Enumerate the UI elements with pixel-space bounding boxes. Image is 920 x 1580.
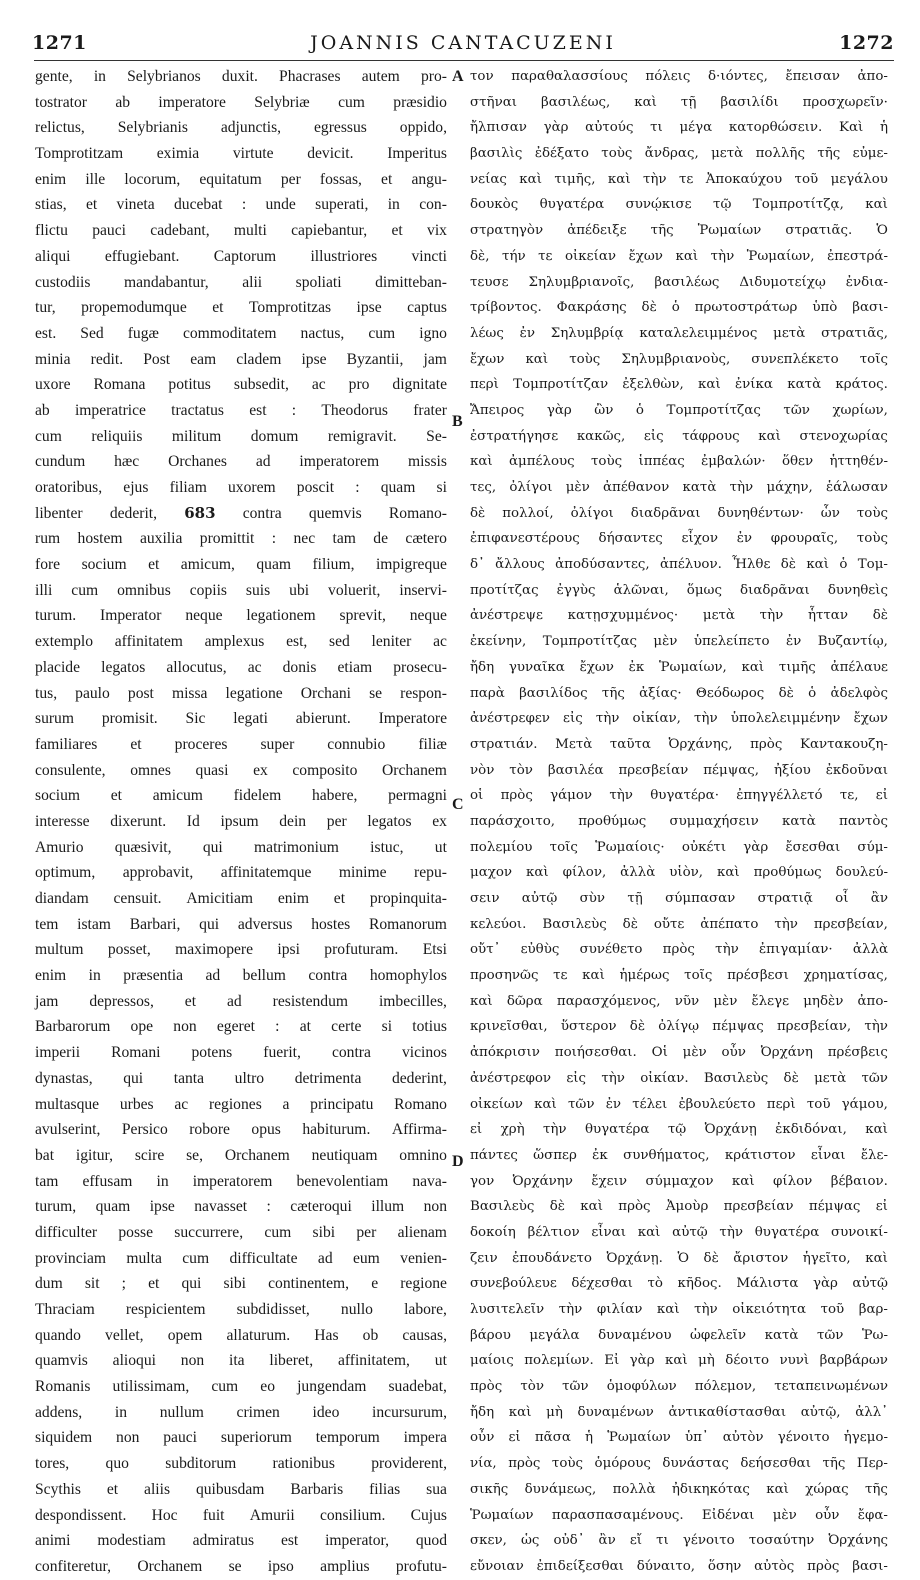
greek-text-line: σειν αὐτῷ σὺν τῇ σύμπασαν στρατιᾷ οἷ ἂν — [470, 891, 888, 906]
greek-text-line: προσηνῶς τε καὶ ἡμέρως τοῖς πρέσβεσι χρηματίσας, — [470, 968, 888, 984]
latin-text-line: tur, propemodumque et Tomprotitzas ipse captus — [35, 299, 447, 317]
latin-text-line: tem istam Barbari, qui adversus hostes Romanorum — [35, 915, 447, 933]
greek-text-line: ἤδη καὶ μὴ δυναμένων ἀντικαθίστασθαι αὐτῷ, ἀλλ᾽ — [470, 1404, 888, 1420]
greek-text-line: τρίβοντος. Φακράσης δὲ ὁ πρωτοστράτωρ ὑπὸ βασι- — [470, 300, 888, 316]
latin-text-line: socium et amicum fidelem habere, permagni — [35, 787, 447, 805]
greek-text-line: τον παραθαλασσίους πόλεις δ·ιόντες, ἔπεισαν ἀπο- — [470, 69, 888, 84]
latin-text-line: flictu pauci cadebant, multi capiebantur, et vix — [35, 222, 447, 240]
latin-text-line: despondissent. Hoc fuit Amurii consilium. Cujus — [35, 1506, 447, 1524]
latin-text-line: difficulter posse succurrere, cum sibi per alienam — [35, 1223, 447, 1241]
greek-text-line: μαίοις πολεμίων. Εἰ γὰρ καὶ μὴ δέοιτο νυνὶ βαρβάρων — [470, 1353, 888, 1369]
header-rule — [34, 60, 894, 61]
greek-text-line: καὶ ἀμπέλους τοὺς ἱππέας ἐμβαλών· ὅθεν ἡττηθέν- — [470, 454, 888, 470]
greek-text-line: στῆναι βασιλέως, καὶ τῇ βασιλίδι προσχωρεῖν· — [470, 94, 888, 110]
latin-text-line: addens, in nullum crimen ideo incursurum, — [35, 1403, 447, 1421]
latin-text-line: extemplo affinitatem amplexus est, sed leniter ac — [35, 633, 447, 651]
running-title: JOANNIS CANTACUZENI — [310, 32, 616, 54]
latin-text-line: provinciam multa cum difficultate ad eum venien- — [35, 1249, 447, 1267]
greek-text-line: οὔτ᾽ εὐθὺς συνέθετο πρὸς τὴν ἐπιγαμίαν· ἀλλὰ — [470, 942, 888, 958]
greek-text-line: ἤλπισαν γὰρ αὐτούς τι μέγα κατορθώσειν. Καὶ ἡ — [470, 120, 888, 136]
greek-text-line: βάρου μεγάλα δυναμένου ὠφελεῖν κατὰ τῶν Ῥω- — [470, 1327, 888, 1343]
latin-text-line: multum posset, maximopere ipsi profuturam. Etsi — [35, 941, 447, 959]
latin-text-line: ab imperatrice tractatus est : Theodorus frater — [35, 401, 447, 419]
greek-text-line: κελεύοι. Βασιλεὺς δὲ οὔτε ἀπέπατο τὴν πρεσβείαν, — [470, 916, 888, 932]
greek-text-line: ἐστρατήγησε κακῶς, εἰς τάφρους καὶ στενοχωρίας — [470, 428, 888, 444]
greek-text-line: δὲ, τήν τε οἰκείαν ἔχων καὶ τὴν Ῥωμαίων, ἐπεστρά- — [470, 248, 888, 264]
latin-text-line: relictus, Selybrianis adjunctis, egressus oppido, — [35, 119, 447, 137]
latin-text-line: minia redit. Post eam cladem ipse Byzantii, jam — [35, 350, 447, 368]
greek-text-line: οἰκείων καὶ τῶν ἐν τέλει ἐβουλεύετο περὶ τοῦ γάμου, — [470, 1096, 888, 1112]
latin-text-line: enim in præsentia ad bellum contra homophylos — [35, 967, 447, 985]
latin-text-line: tus, paulo post missa legatione Orchani se respon- — [35, 684, 447, 702]
latin-text-line: fore socium et amicum, quam filium, impigreque — [35, 556, 447, 574]
latin-text-line: tam effusam in imperatorem benevolentiam nava- — [35, 1172, 447, 1190]
greek-text-line: κρινεῖσθαι, ὕστερον δὲ ὀλίγῳ πέμψας πρεσβείαν, τὴν — [470, 1019, 888, 1035]
latin-text-line: Barbarorum ope non egeret : at certe si totius — [35, 1018, 447, 1036]
greek-text-line: δὲ πολλοί, ὀλίγοι διαδρᾶναι δυνηθέντων· ὧν τοὺς — [470, 505, 888, 521]
margin-letter-b: B — [452, 413, 463, 430]
page-number-left: 1271 — [32, 32, 87, 54]
greek-text-line: εἰ χρὴ τὴν θυγατέρα τῷ Ὀρχάνῃ ἐκδιδόναι, καὶ — [470, 1122, 888, 1138]
greek-text-line: δουκὸς θυγατέρα συνῴκισε τῷ Τομπροτίτζᾳ, καὶ — [470, 197, 888, 213]
latin-text-line: oratoribus, ejus filiam uxorem poscit : quam si — [35, 479, 447, 496]
greek-text-line: ἐκείνην, Τομπροτίτζας μὲν ὑπελείπετο ἐν Βυζαντίῳ, — [470, 634, 888, 650]
latin-text-line: interesse dixerunt. Id ipsum dein per legatos ex — [35, 812, 447, 830]
latin-text-line: aliqui effugiebant. Captorum illustriores vincti — [35, 247, 447, 265]
latin-text-line: cundum hæc Orchanes ad imperatorem missis — [35, 453, 447, 471]
latin-text-line: custodiis mandabantur, alii spoliati dimitteban- — [35, 273, 447, 291]
greek-text-line: ζειν ἐπουδάνετο Ὀρχάνῃ. Ὁ δὲ ἄριστον ἡγεῖτο, καὶ — [470, 1250, 888, 1266]
latin-text-line: enim ille locorum, equitatum per fossas, et angu- — [35, 170, 447, 188]
margin-letter-a: A — [452, 68, 464, 85]
running-header — [32, 30, 894, 64]
greek-text-line: νὸν τὸν βασιλέα πρεσβείαν πέμψας, ἠξίου ἐκδοῦναι — [470, 762, 888, 778]
latin-text-line: quamvis alioqui non ita liberet, affinitatem, ut — [35, 1352, 447, 1370]
greek-text-line: ἀνέστρεψε κατῃσχυμμένος· μετὰ τὴν ἧτταν δὲ — [470, 608, 888, 624]
latin-text-line: uxore Romana potitus subsedit, ac pro dignitate — [35, 376, 447, 394]
latin-text-line: turum, quam ipse navasset : cæteroqui illum non — [35, 1198, 447, 1216]
latin-text-line: Romanis utilissimam, cum eo jungendam suadebat, — [35, 1378, 447, 1396]
greek-text-line: τευσε Σηλυμβριανοῖς, βασιλέως Διδυμοτείχῳ ἐνδια- — [470, 274, 888, 290]
greek-text-line: Ῥωμαίων παρασπασαμένους. Εἰδέναι μὲν οὖν ἔφα- — [470, 1507, 888, 1523]
greek-text-line: ἀνέστρεφεν εἰς τὴν οἰκίαν, τὴν ὑπολελειμμένην ἔχων — [470, 711, 888, 727]
greek-text-line: οὖν εἰ πᾶσα ἡ Ῥωμαίων ὑπ᾽ αὐτὸν γένοιτο ἡγεμο- — [470, 1430, 888, 1446]
greek-text-line: πάντες ὥσπερ ἐκ συνθήματος, κράτιστον εἶναι ἔλε- — [470, 1147, 888, 1163]
greek-text-line: τες, ὀλίγοι μὲν ἀπέθανον κατὰ τὴν μάχην, ἑάλωσαν — [470, 480, 888, 495]
latin-text-line: optimum, approbavit, affinitatemque minime repu- — [35, 864, 447, 882]
greek-text-line: πρὸς τὸν τῶν ὁμοφύλων πόλεμον, τεταπεινωμένων — [470, 1379, 888, 1395]
greek-text-line: καὶ δῶρα παρασχόμενος, νῦν μὲν ἔλεγε μηδὲν ἀπο- — [470, 993, 888, 1009]
greek-text-line: λέως ἐν Σηλυμβρίᾳ καταλελειμμένος μετὰ στρατιᾶς, — [470, 325, 888, 341]
latin-text-line: dynastas, qui tanta ultro detrimenta dederint, — [35, 1069, 447, 1087]
greek-text-line: δοκοίη βέλτιον εἶναι καὶ αὐτῷ τὴν θυγατέρα συνοικί- — [470, 1224, 888, 1240]
latin-text-line: Amurio quæsivit, qui matrimonium istuc, ut — [35, 838, 447, 856]
latin-column — [35, 64, 447, 1575]
greek-text-line: ἔχων καὶ τοὺς Σηλυμβριανοὺς, συνεπλέκετο τοῖς — [470, 351, 888, 367]
latin-text-line: surum promisit. Sic legati abierunt. Imperatore — [35, 710, 447, 728]
greek-text-line: πολεμίου τοῖς Ῥωμαίοις· οὐκέτι γὰρ ἔσεσθαι σύμ- — [470, 839, 888, 855]
latin-text-line: stias, et vineta ducebat : unde superati, in con- — [35, 196, 447, 214]
greek-text-line: ἐπιφανεστέρους δήσαντες εἶχον ἐν φρουραῖς, τοὺς — [470, 531, 888, 547]
greek-text-line: Ἄπειρος γὰρ ὢν ὁ Τομπροτίτζας τῶν χωρίων, — [470, 402, 888, 418]
greek-text-line: εὔνοιαν ἐπιδείξεσθαι δύναιτο, ὅσην αὐτὸς πρὸς βασι- — [470, 1558, 888, 1574]
latin-text-line: gente, in Selybrianos duxit. Phacrases autem pro- — [35, 68, 447, 85]
latin-text-line: Tomprotitzam eximia virtute devicit. Imperitus — [35, 145, 447, 163]
greek-text-line: προτίτζας ἐγγὺς ἁλῶναι, ὅμως διαδρᾶναι δυνηθεὶς — [470, 582, 888, 598]
latin-text-line: confiteretur, Orchanem se ipso amplius profutu- — [35, 1557, 447, 1575]
greek-text-line: νείας καὶ τιμῆς, καὶ τὴν τε Ἀποκαύχου τοῦ μεγάλου — [470, 171, 888, 187]
greek-text-line: παρὰ βασιλίδος τῆς ἀξίας· Θεόδωρος δὲ ὁ ἀδελφὸς — [470, 685, 888, 701]
latin-text-line: diandam censuit. Amicitiam enim et propinquita- — [35, 890, 447, 907]
latin-text-line: siquidem non pauci superiorum temporum impera — [35, 1429, 447, 1447]
latin-text-line: cum reliquiis militum domum remigravit. Se- — [35, 427, 447, 445]
greek-text-line: στρατηγὸν ἀπέδειξε τῆς Ῥωμαίων στρατιᾶς. Ὁ — [470, 223, 888, 239]
latin-text-line: avulserint, Persico robore opus habiturum. Affirma- — [35, 1121, 447, 1139]
greek-text-line: βασιλὶς ἐδέξατο τοὺς ἄνδρας, μετὰ πολλῆς τῆς εὐμε- — [470, 146, 888, 162]
greek-text-line: γον Ὀρχάνην ἔχειν σύμμαχον καὶ φίλον βέβαιον. — [470, 1173, 888, 1189]
greek-column — [470, 64, 888, 1574]
greek-text-line: ἀνέστρεφον εἰς τὴν οἰκίαν. Βασιλεὺς δὲ μετὰ τῶν — [470, 1070, 888, 1086]
latin-text-line: jam depressos, et ad resistendum imbecilles, — [35, 992, 447, 1010]
greek-text-line: μαχον καὶ φίλον, ἀλλὰ υἱὸν, καὶ προθύμως δουλεύ- — [470, 865, 888, 881]
latin-text-line: turum. Imperator neque legationem sprevit, neque — [35, 607, 447, 625]
greek-text-line: σκεν, ὡς οὐδ᾽ ἂν εἴ τι γένοιτο τοσαύτην Ὀρχάνης — [470, 1533, 888, 1549]
greek-text-line: στρατιάν. Μετὰ ταῦτα Ὀρχάνης, πρὸς Καντακουζη- — [470, 736, 888, 752]
latin-text-line: quando vellet, opem allaturum. Has ob causas, — [35, 1326, 447, 1344]
greek-text-line: δ᾽ ἄλλους ἀποδύσαντες, ἀπέλυον. Ἦλθε δὲ καὶ ὁ Τομ- — [470, 557, 888, 573]
latin-text-line: illi cum omnibus copiis suis ubi voluerit, inservi- — [35, 581, 447, 599]
latin-text-line: Scythis et aliis quibusdam Barbaris filias sua — [35, 1480, 447, 1498]
greek-text-line: παράσχοιτο, προθύμως συμμαχήσειν κατὰ παντὸς — [470, 813, 888, 829]
greek-text-line: περὶ Τομπροτίτζαν ἐξελθὼν, καὶ ἐνίκα κατὰ κράτος. — [470, 377, 888, 393]
latin-text-line: bat igitur, scire se, Orchanem neutiquam omnino — [35, 1146, 447, 1164]
latin-text-line: dum sit ; et qui sibi continentem, e regione — [35, 1275, 447, 1293]
latin-text-line: imperii Romani potens fuerit, contra vicinos — [35, 1044, 447, 1062]
margin-letter-c: C — [452, 796, 464, 813]
latin-text-line: Thraciam respicientem subdidisset, nullo labore, — [35, 1301, 447, 1318]
greek-text-line: νία, πρὸς τοὺς ὁμόρους δυνάστας δεήσεσθαι τῆς Περ- — [470, 1456, 888, 1472]
margin-letter-d: D — [452, 1153, 464, 1170]
greek-text-line: Βασιλεὺς δὲ καὶ πρὸς Ἀμοὺρ πρεσβείαν πέμψας εἰ — [470, 1199, 888, 1215]
latin-text-line: est. Sed fugæ commoditatem nactus, cum igno — [35, 324, 447, 342]
latin-text-line: consulente, omnes quasi ex composito Orchanem — [35, 761, 447, 779]
greek-text-line: ἤδη γυναῖκα ἔχων ἐκ Ῥωμαίων, καὶ τιμῆς ἀπέλαυε — [470, 659, 888, 675]
latin-text-line: rum hostem auxilia promittit : nec tam de cætero — [35, 530, 447, 548]
page-number-right: 1272 — [839, 32, 894, 54]
latin-text-line: tores, quo subditorum rationibus providerent, — [35, 1455, 447, 1473]
latin-text-line: multasque urbes ac regiones a principatu Romano — [35, 1095, 447, 1113]
greek-text-line: λυσιτελεῖν τὴν φιλίαν καὶ τὴν οἰκειότητα τοῦ βαρ- — [470, 1302, 888, 1317]
greek-text-line: σικῆς δυνάμεως, πολλὰ ἠδικηκότας καὶ χώρας τῆς — [470, 1481, 888, 1497]
latin-text-line: familiares et proceres super connubio filiæ — [35, 735, 447, 753]
latin-text-line: placide legatos allocutus, ac donis etiam prosecu- — [35, 658, 447, 676]
greek-text-line: ἀπόκρισιν ποιήσεσθαι. Οἱ μὲν οὖν Ὀρχάνη πρέσβεις — [470, 1045, 888, 1061]
latin-text-line: tostrator ab imperatore Selybriæ cum præsidio — [35, 93, 447, 111]
latin-text-line: libenter dederit, 683 contra quemvis Romano- — [35, 503, 447, 522]
greek-text-line: οἱ πρὸς γάμον τὴν θυγατέρα· ἐπηγγέλλετό τε, εἰ — [470, 788, 888, 804]
greek-text-line: συνεβούλευε δέχεσθαι τὸ κῆδος. Μάλιστα γὰρ αὐτῷ — [470, 1276, 888, 1292]
latin-text-line: animi modestiam admiratus est imperator, quod — [35, 1532, 447, 1550]
